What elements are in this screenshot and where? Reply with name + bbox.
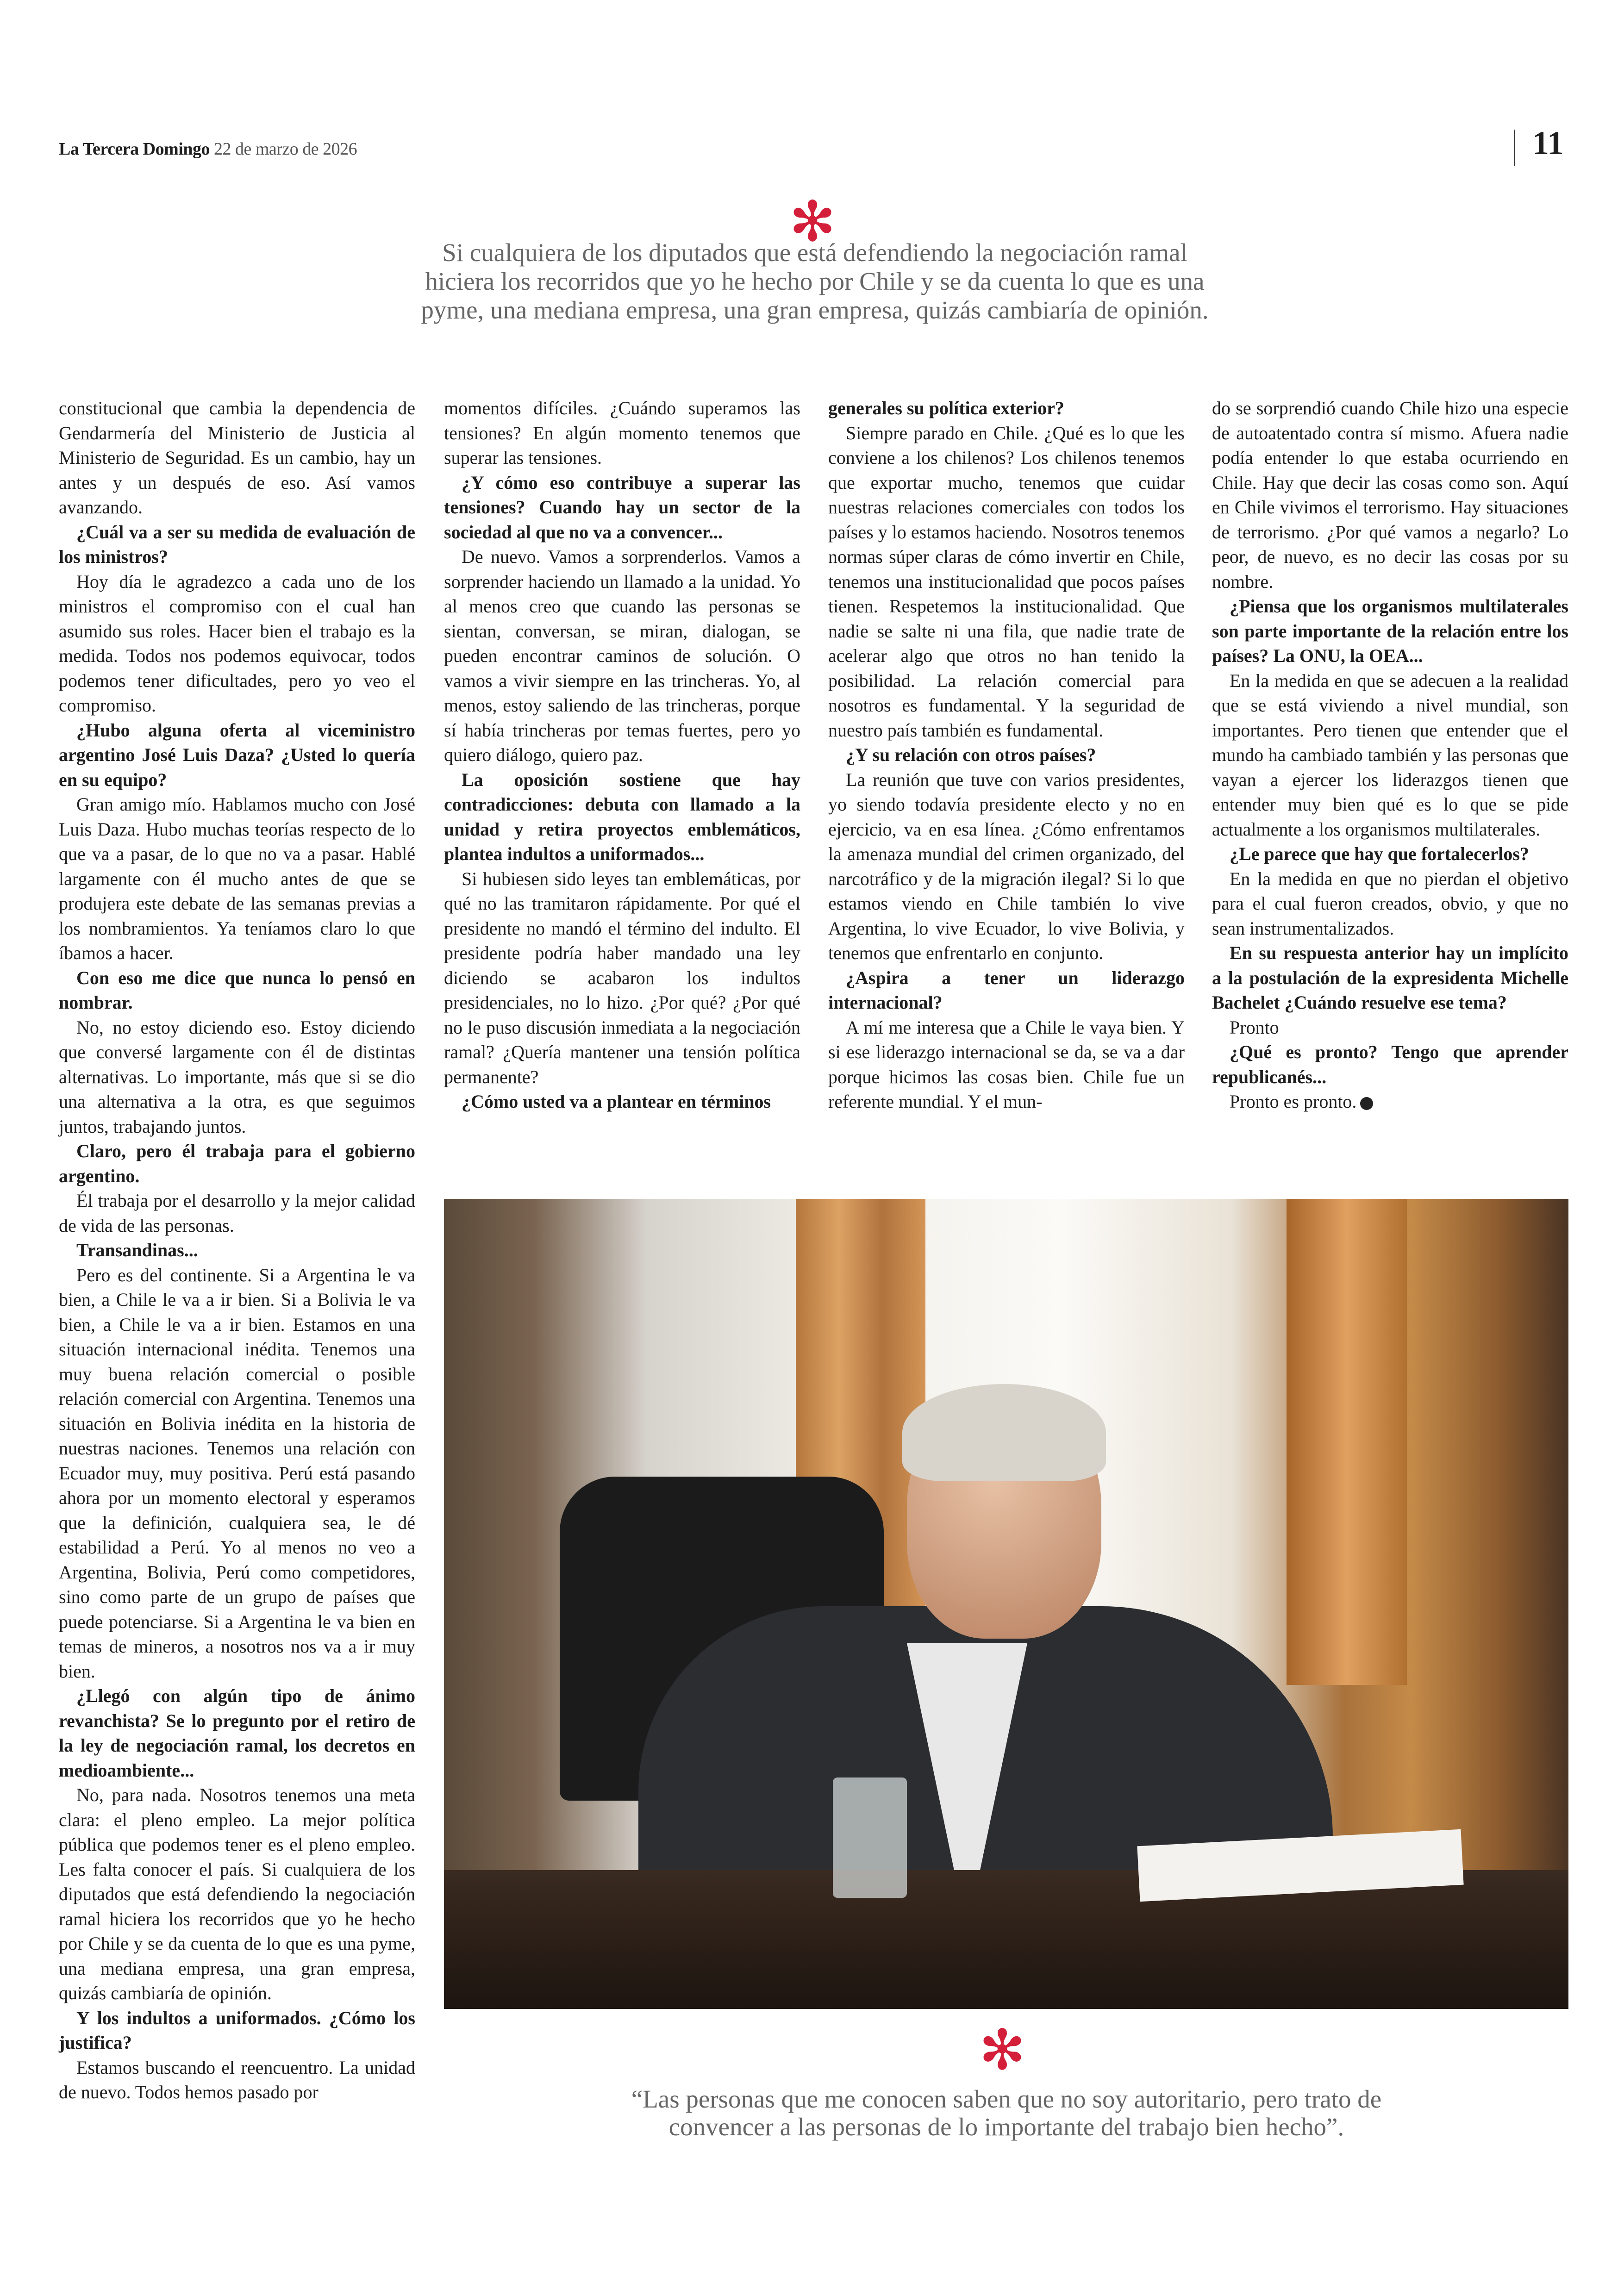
interview-question: ¿Piensa que los organismos multilaterales son parte importante de la relación entre los países? La ONU, la OEA... [1212, 596, 1568, 666]
article-column-2 [444, 396, 800, 1114]
photo-desk [444, 1870, 1568, 2009]
interview-answer: En la medida en que se adecuen a la realidad que se está viviendo a nivel mundial, son importantes. Pero tienen que entender que el mundo ha cambiado también y las personas que vayan a ejercer los liderazgos tienen que entender muy bien qué es lo que se pide actualmente a los organismos multilaterales. [1212, 670, 1568, 840]
interview-question: ¿Cuál va a ser su medida de evaluación de los ministros? [59, 521, 415, 567]
interview-answer: do se sorprendió cuando Chile hizo una especie de autoatentado contra sí mismo. Afuera nadie podía entender lo que estaba ocurriendo en Chile. Hay que decir las cosas como son. Aquí en Chile vivimos el terrorismo. Hay situaciones de terrorismo. ¿Por qué vamos a negarlo? Lo peor, de nuevo, es no decir las cosas por su nombre. [1212, 398, 1568, 592]
interview-answer: Hoy día le agradezco a cada uno de los ministros el compromiso con el cual han asumido sus roles. Hacer bien el trabajo es la medida. Todos nos podemos equivocar, todos podemos tener dificultades, pero yo veo el compromiso. [59, 571, 415, 716]
article-column-4 [1212, 396, 1568, 1114]
article-column-1 [59, 396, 415, 2105]
interview-question: Transandinas... [76, 1240, 198, 1260]
interview-question: ¿Le parece que hay que fortalecerlos? [1230, 843, 1529, 864]
interview-answer: No, no estoy diciendo eso. Estoy diciendo que conversé largamente con él de distintas alternativas. Lo importante, más que si se dio una alternativa a la otra, es que seguimos juntos, trabajando juntos. [59, 1017, 415, 1137]
interview-question: ¿Hubo alguna oferta al viceministro argentino José Luis Daza? ¿Usted lo quería en su equipo? [59, 719, 415, 790]
interview-answer: Gran amigo mío. Hablamos mucho con José Luis Daza. Hubo muchas teorías respecto de lo que va a pasar, de lo que no va a pasar. Hablé largamente con él mucho antes de que se produjera este debate de las semanas previas a los nombramientos. Ya teníamos claro lo que íbamos a hacer. [59, 794, 415, 963]
article-photo [444, 1199, 1568, 2009]
interview-question: ¿Y su relación con otros países? [846, 744, 1096, 765]
interview-answer: En la medida en que no pierdan el objetivo para el cual fueron creados, obvio, y que no sean instrumentalizados. [1212, 868, 1568, 939]
interview-answer: No, para nada. Nosotros tenemos una meta clara: el pleno empleo. La mejor política pública que podemos tener es el pleno empleo. Les falta conocer el país. Si cualquiera de los diputados que está defendiendo la negociación ramal hiciera los recorridos que yo he hecho por Chile y se da cuenta de lo que es una pyme, una mediana empresa, una gran empresa, quizás cambiaría de opinión. [59, 1784, 415, 2003]
interview-answer: momentos difíciles. ¿Cuándo superamos las tensiones? En algún momento tenemos que superar las tensiones. [444, 398, 800, 468]
interview-answer: Él trabaja por el desarrollo y la mejor calidad de vida de las personas. [59, 1190, 415, 1236]
asterisk-icon: ✻ [979, 2018, 1026, 2083]
interview-answer: La reunión que tuve con varios presidentes, yo siendo todavía presidente electo y no en ejercicio, va en esa línea. ¿Cómo enfrentamos la amenaza mundial del crimen organizado, del narcotráfico y de la migración ilegal? Si lo que estamos viendo en Chile también lo vive Argentina, lo vive Ecuador, lo vive Bolivia, y tenemos que enfrentarlo en conjunto. [828, 769, 1185, 963]
interview-question: generales su política exterior? [828, 398, 1064, 418]
interview-answer: Pero es del continente. Si a Argentina le va bien, a Chile le va a ir bien. Si a Bolivia le va bien, a Chile le va a ir bien. Estamos en una situación internacional inédita. Tenemos una muy buena relación comercial o posible relación comercial con Argentina. Tenemos una situación en Bolivia inédita en la historia de nuestras naciones. Tenemos una relación con Ecuador muy, muy positiva. Perú está pasando ahora por un momento electoral y esperamos que la definición, cualquiera sea, le dé estabilidad a Perú. Yo al menos no veo a Argentina, Bolivia, Perú como competidores, sino como parte de un grupo de países que puede potenciarse. Si a Argentina le va bien en temas de mineros, a nosotros nos va a ir muy bien. [59, 1264, 415, 1682]
interview-question: ¿Qué es pronto? Tengo que aprender republicanés... [1212, 1041, 1568, 1087]
issue-date: 22 de marzo de 2026 [213, 139, 357, 159]
interview-question: Con eso me dice que nunca lo pensó en nombrar. [59, 967, 415, 1013]
interview-question: ¿Llegó con algún tipo de ánimo revanchista? Se lo pregunto por el retiro de la ley de negociación ramal, los decretos en medioambiente... [59, 1685, 415, 1781]
pull-quote-bottom: “Las personas que me conocen saben que no soy autoritario, pero trato de convencer a las personas de lo importante del trabajo bien hecho”. [631, 2085, 1382, 2141]
interview-question: ¿Y cómo eso contribuye a superar las tensiones? Cuando hay un sector de la sociedad al que no va a convencer... [444, 472, 800, 543]
interview-answer: Si hubiesen sido leyes tan emblemáticas, por qué no las tramitaron rápidamente. Por qué el presidente no mandó el término del indulto. El presidente podría haber mandado una ley diciendo se acabaron los indultos presidenciales, no lo hizo. ¿Por qué? ¿Por qué no le puso discusión inmediata a la negociación ramal? ¿Quería mantener una tensión política permanente? [444, 868, 800, 1087]
interview-answer: A mí me interesa que a Chile le vaya bien. Y si ese liderazgo internacional se da, se va a dar porque hicimos las cosas bien. Chile fue un referente mundial. Y el mun- [828, 1017, 1185, 1112]
interview-answer: constitucional que cambia la dependencia de Gendarmería del Ministerio de Justicia al Ministerio de Seguridad. Es un cambio, hay un antes y un después de eso. Así vamos avanzando. [59, 398, 415, 518]
page-number: 11 [1532, 125, 1564, 162]
interview-question: Y los indultos a uniformados. ¿Cómo los justifica? [59, 2007, 415, 2053]
article-column-3 [828, 396, 1185, 1114]
photo-curtain-right [1287, 1199, 1407, 1685]
asterisk-icon: ✻ [789, 190, 836, 254]
interview-answer: Pronto es pronto. [1212, 1089, 1568, 1114]
interview-answer: Estamos buscando el reencuentro. La unidad de nuevo. Todos hemos pasado por [59, 2057, 415, 2102]
photo-glass [833, 1777, 907, 1898]
pull-quote-top: Si cualquiera de los diputados que está defendiendo la negociación ramal hiciera los recorridos que yo he hecho por Chile y se da cuenta lo que es una pyme, una mediana empresa, una gran empresa, quizás cambiaría de opinión. [421, 238, 1209, 324]
interview-question: La oposición sostiene que hay contradicciones: debuta con llamado a la unidad y retira proyectos emblemáticos, plantea indultos a uniformados... [444, 769, 800, 864]
interview-question: En su respuesta anterior hay un implícito a la postulación de la expresidenta Michelle Bachelet ¿Cuándo resuelve ese tema? [1212, 942, 1568, 1013]
interview-question: Claro, pero él trabaja para el gobierno argentino. [59, 1141, 415, 1186]
photo-person-hair [902, 1384, 1106, 1481]
interview-question: ¿Cómo usted va a plantear en términos [462, 1091, 771, 1112]
page-header [59, 139, 357, 159]
interview-question: ¿Aspira a tener un liderazgo internacional? [828, 967, 1185, 1013]
interview-answer: Pronto [1230, 1017, 1279, 1038]
interview-answer: Siempre parado en Chile. ¿Qué es lo que les conviene a los chilenos? Los chilenos tenemos que exportar mucho, tenemos que cuidar nuestras relaciones comerciales con todos los países y lo estamos haciendo. Nosotros tenemos normas súper claras de cómo invertir en Chile, tenemos una institucionalidad que pocos países tienen. Respetemos la institucionalidad. Que nadie se salte ni una fila, que nadie trate de acelerar algo que otros no han tenido la posibilidad. La relación comercial para nosotros es fundamental. Y la seguridad de nuestro país también es fundamental. [828, 422, 1185, 741]
end-of-article-icon [1360, 1097, 1373, 1110]
publication-name: La Tercera Domingo [59, 139, 210, 159]
header-divider [1514, 130, 1515, 166]
interview-answer: De nuevo. Vamos a sorprenderlos. Vamos a sorprender haciendo un llamado a la unidad. Yo al menos creo que cuando las personas se sientan, conversan, se miran, dialogan, se pueden encontrar caminos de solución. O vamos a vivir siempre en las trincheras. Yo, al menos, estoy saliendo de las trincheras, porque sí había trincheras por temas fuertes, pero yo quiero diálogo, quiero paz. [444, 546, 800, 765]
